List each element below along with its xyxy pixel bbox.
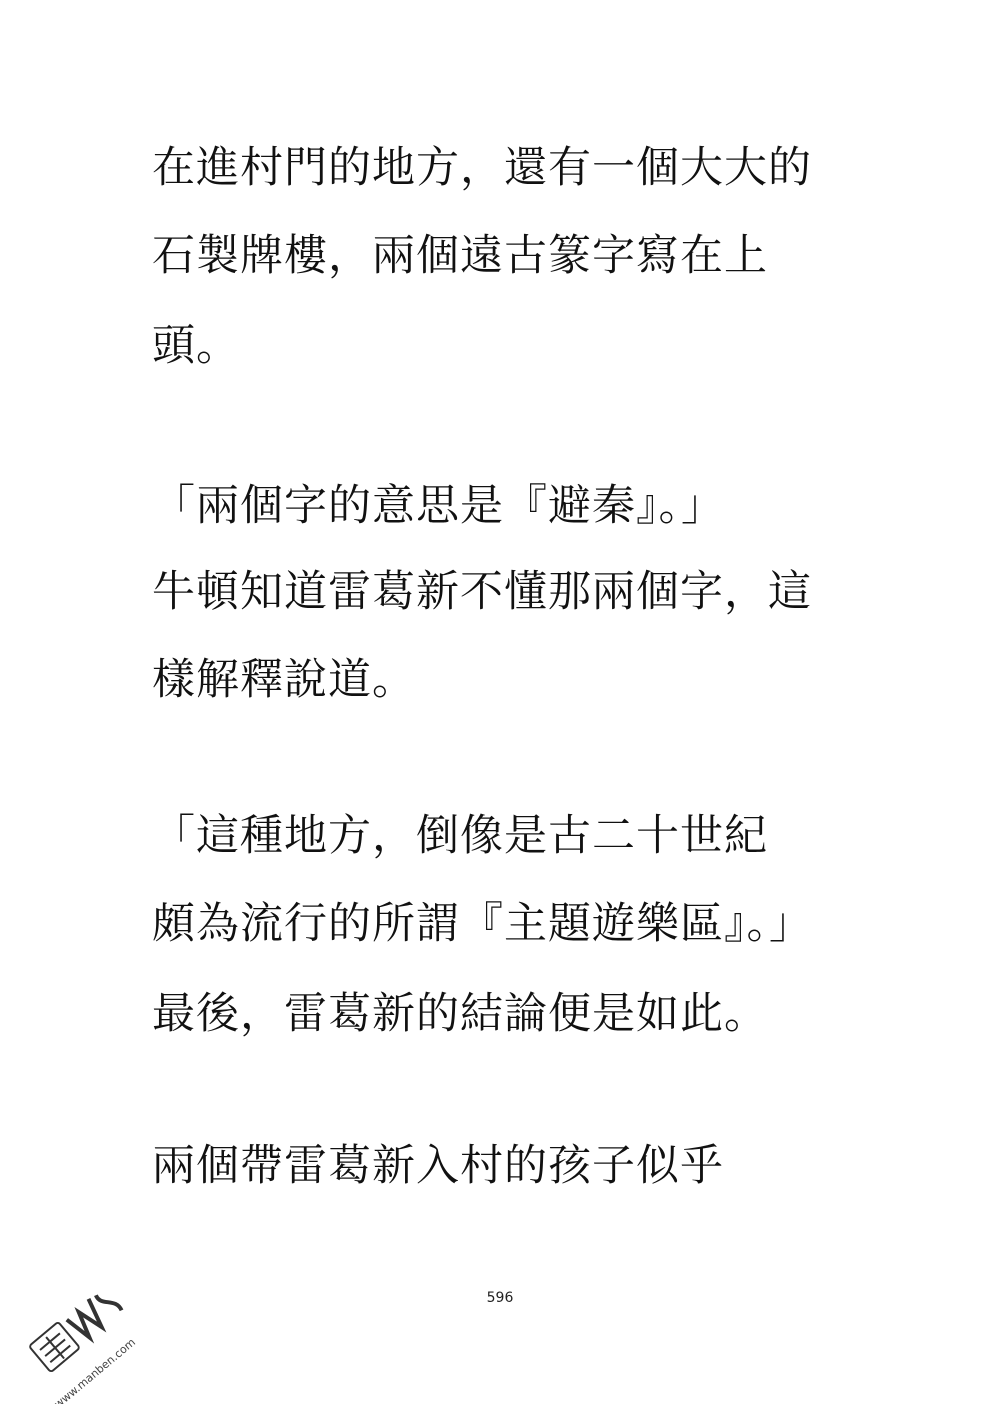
text-line: 在進村門的地方，還有一個大大的 [152, 143, 812, 193]
text-line: 石製牌樓，兩個遠古篆字寫在上 [152, 231, 768, 281]
text-line: 牛頓知道雷葛新不懂那兩個字，這 [152, 567, 812, 617]
text-line: 「兩個字的意思是『避秦』。」 [152, 481, 725, 531]
text-line: 樣解釋說道。 [152, 655, 416, 705]
text-line: 兩個帶雷葛新入村的孩子似乎 [152, 1141, 724, 1191]
manben-logo-icon [14, 1264, 154, 1404]
text-line: 「這種地方，倒像是古二十世紀 [152, 811, 768, 861]
page-number: 596 [486, 1290, 514, 1306]
watermark-url: www.manben.com [51, 1335, 139, 1404]
text-line: 頭。 [152, 321, 240, 371]
text-line: 最後，雷葛新的結論便是如此。 [152, 989, 768, 1039]
text-line: 頗為流行的所謂『主題遊樂區』。」 [152, 899, 813, 949]
